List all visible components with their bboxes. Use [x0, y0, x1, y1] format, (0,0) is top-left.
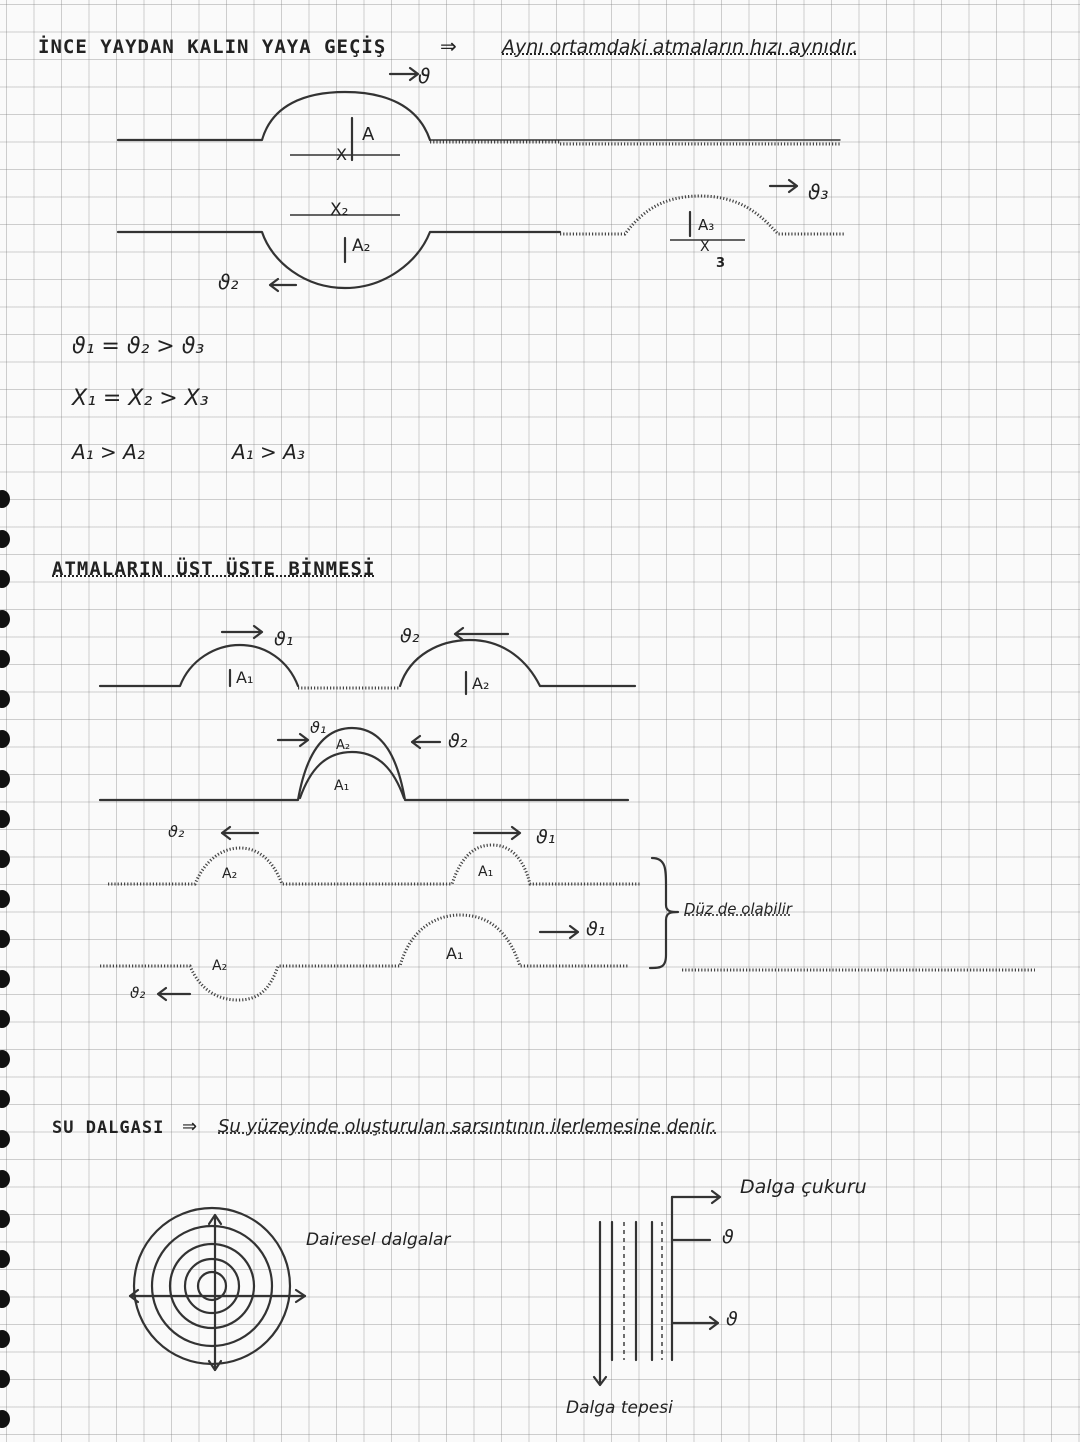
v-bottom-label: ϑ	[726, 1308, 738, 1330]
circular-waves-label: Dairesel dalgalar	[306, 1230, 451, 1250]
v-top-label: ϑ	[722, 1226, 734, 1248]
relation-amplitude-a2: A₁ > A₂	[72, 440, 145, 464]
relation-velocity: ϑ₁ = ϑ₂ > ϑ₃	[72, 334, 205, 359]
v3-label: ϑ₃	[808, 180, 829, 204]
relation-wavelength: X₁ = X₂ > X₃	[72, 386, 209, 411]
row1-v2: ϑ₂	[400, 625, 420, 647]
section2-title: ATMALARIN ÜST ÜSTE BİNMESİ	[52, 558, 376, 580]
a2-label: A₂	[352, 236, 371, 256]
x-label: X	[336, 145, 347, 164]
relation-amplitude-a3: A₁ > A₃	[232, 440, 305, 464]
row3-a1: A₁	[478, 864, 494, 880]
flat-note: Düz de olabilir	[684, 900, 792, 918]
a3-label: A₃	[698, 216, 715, 234]
section1-note: Aynı ortamdaki atmaların hızı aynıdır.	[502, 36, 859, 58]
row1-a1: A₁	[236, 668, 254, 687]
row1-a2: A₂	[472, 674, 490, 693]
amplitude-label: A	[362, 124, 375, 145]
row1-v1: ϑ₁	[274, 628, 294, 650]
section1-title: İNCE YAYDAN KALIN YAYA GEÇİŞ	[38, 36, 387, 58]
section3-title: SU DALGASI	[52, 1118, 165, 1138]
x3-subscript: 3	[716, 256, 726, 271]
row3-v2: ϑ₂	[168, 822, 185, 841]
row2-a1: A₁	[334, 778, 350, 794]
row4-a2: A₂	[212, 958, 228, 974]
row4-v2: ϑ₂	[130, 984, 146, 1002]
water-wave-diagrams	[130, 1191, 720, 1385]
row2-v1: ϑ₁	[310, 718, 327, 737]
section3-arrow: ⇒	[182, 1116, 198, 1137]
row2-v2: ϑ₂	[448, 730, 468, 752]
row3-a2: A₂	[222, 866, 238, 882]
x3-label: X	[700, 239, 710, 255]
v2-label: ϑ₂	[218, 270, 239, 294]
x2-label: X₂	[330, 200, 349, 220]
row2-a2: A₂	[336, 738, 351, 753]
section1-arrow: ⇒	[440, 34, 457, 58]
section3-definition: Su yüzeyinde oluşturulan sarsıntının ilerlemesine denir.	[218, 1116, 717, 1137]
crest-label: Dalga tepesi	[566, 1398, 673, 1418]
spring-transition-diagram	[118, 68, 845, 291]
trough-label: Dalga çukuru	[740, 1176, 867, 1198]
row4-v1: ϑ₁	[586, 918, 606, 940]
row4-a1: A₁	[446, 944, 464, 963]
row3-v1: ϑ₁	[536, 826, 556, 848]
velocity-label: ϑ	[418, 64, 431, 88]
